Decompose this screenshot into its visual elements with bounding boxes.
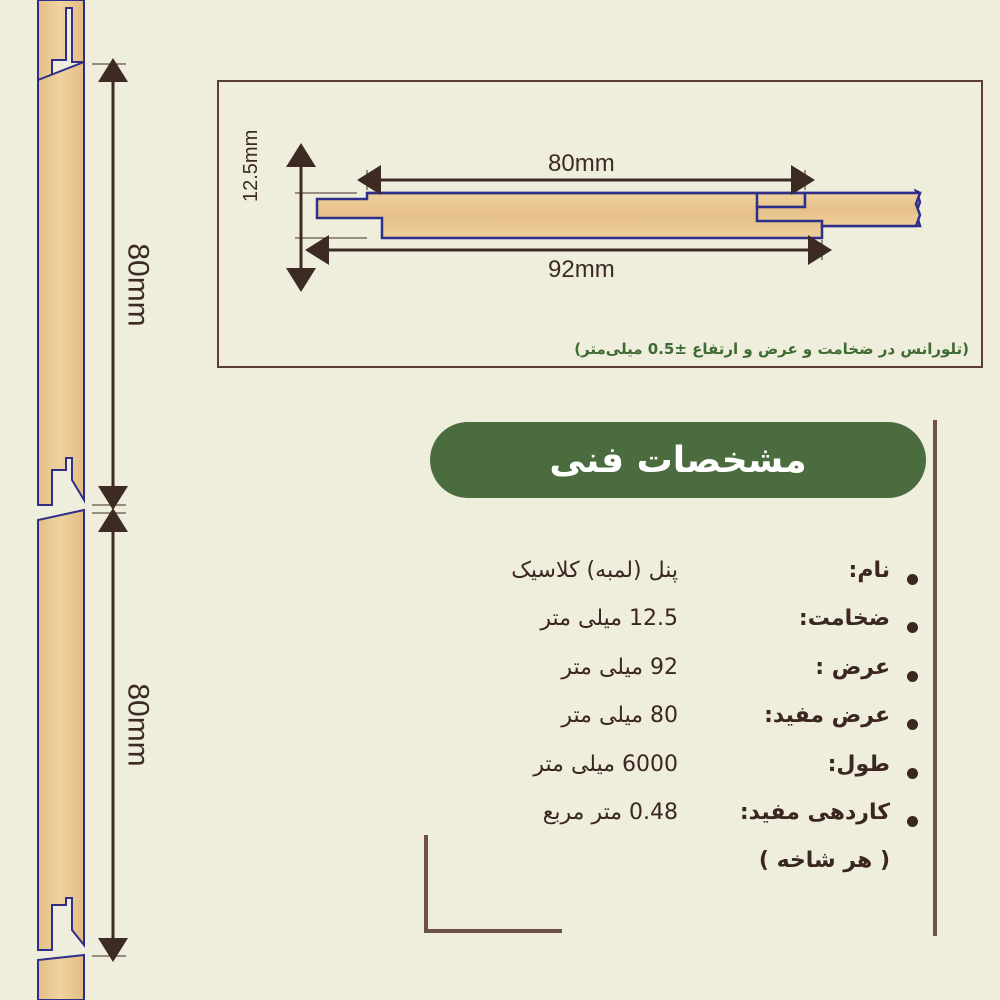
spec-row-coverage [440,800,920,840]
bullet-icon [907,719,918,730]
spec-row-thickness [440,606,920,646]
profile-cross-section [217,80,983,330]
bullet-icon [907,622,918,633]
spec-value: 6000 میلی متر [533,752,678,777]
bullet-icon [907,768,918,779]
bullet-icon [907,574,918,585]
divider-vertical [933,420,937,936]
spec-row-length [440,752,920,792]
specs-title: مشخصات فنی [430,422,926,498]
spec-label: طول: [827,752,890,777]
spec-label: عرض : [815,655,890,680]
panel-board-bottom [38,955,84,1000]
total-width-label: 92mm [548,256,615,283]
spec-row-name [440,558,920,598]
side-width-label-2: 80mm [121,683,155,767]
bullet-icon [907,671,918,682]
coverage-note: ( هر شاخه ) [758,848,890,873]
spec-row-useful-width [440,703,920,743]
spec-value: 12.5 میلی متر [540,606,678,631]
tolerance-note: (تلورانس در ضخامت و عرض و ارتفاع ±0.5 میلی‌متر) [574,340,969,358]
thickness-label: 12.5mm [240,129,262,202]
corner-bracket-vertical [424,835,428,933]
spec-coverage-note-row [440,848,920,888]
spec-value: 0.48 متر مربع [542,800,678,825]
spec-label: کاردهی مفید: [739,800,890,825]
bullet-icon [907,816,918,827]
spec-label: نام: [848,558,890,583]
spec-value: 92 میلی متر [561,655,678,680]
side-panel-diagram [0,0,200,1000]
panel-board-1 [38,62,84,505]
side-width-label-1: 80mm [121,243,155,327]
spec-row-width [440,655,920,695]
spec-label: عرض مفید: [764,703,890,728]
useful-width-label: 80mm [548,150,615,177]
spec-value: 80 میلی متر [561,703,678,728]
corner-bracket-horizontal [424,929,562,933]
panel-board-2 [38,510,84,950]
spec-label: ضخامت: [798,606,890,631]
spec-value: پنل (لمبه) کلاسیک [511,558,678,583]
